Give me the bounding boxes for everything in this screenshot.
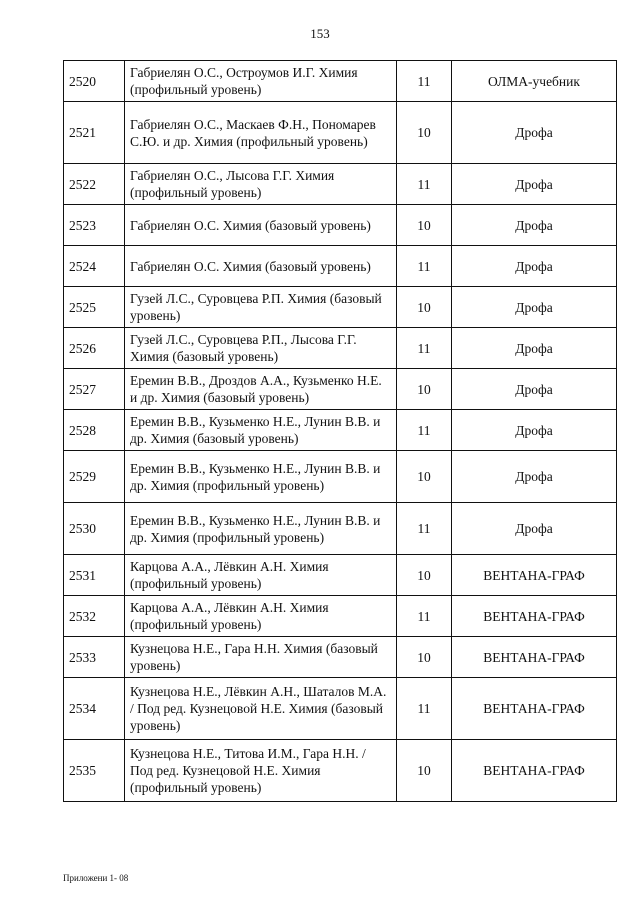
textbook-table bbox=[63, 60, 617, 802]
row-publisher-cell: ОЛМА-учебник bbox=[452, 61, 617, 102]
row-publisher-cell: Дрофа bbox=[452, 410, 617, 451]
row-number-cell: 2531 bbox=[64, 555, 125, 596]
row-grade-cell: 10 bbox=[397, 205, 452, 246]
table-row bbox=[64, 328, 617, 369]
row-number-cell: 2530 bbox=[64, 503, 125, 555]
row-title-cell: Еремин В.В., Дроздов А.А., Кузьменко Н.Е. и др. Химия (базовый уровень) bbox=[125, 369, 397, 410]
row-publisher-cell: Дрофа bbox=[452, 503, 617, 555]
row-grade-cell: 10 bbox=[397, 451, 452, 503]
row-title-cell: Кузнецова Н.Е., Титова И.М., Гара Н.Н. / Под ред. Кузнецовой Н.Е. Химия (профильный уровень) bbox=[125, 740, 397, 802]
table-row bbox=[64, 246, 617, 287]
row-title-cell: Габриелян О.С. Химия (базовый уровень) bbox=[125, 246, 397, 287]
row-grade-cell: 11 bbox=[397, 678, 452, 740]
table-row bbox=[64, 637, 617, 678]
row-number-cell: 2522 bbox=[64, 164, 125, 205]
table-row bbox=[64, 740, 617, 802]
row-grade-cell: 10 bbox=[397, 369, 452, 410]
row-title-cell: Карцова А.А., Лёвкин А.Н. Химия (профильный уровень) bbox=[125, 555, 397, 596]
row-grade-cell: 11 bbox=[397, 61, 452, 102]
row-grade-cell: 11 bbox=[397, 328, 452, 369]
row-grade-cell: 10 bbox=[397, 740, 452, 802]
row-publisher-cell: ВЕНТАНА-ГРАФ bbox=[452, 678, 617, 740]
row-publisher-cell: ВЕНТАНА-ГРАФ bbox=[452, 637, 617, 678]
row-number-cell: 2534 bbox=[64, 678, 125, 740]
row-number-cell: 2521 bbox=[64, 102, 125, 164]
table-row bbox=[64, 164, 617, 205]
row-number-cell: 2532 bbox=[64, 596, 125, 637]
row-title-cell: Еремин В.В., Кузьменко Н.Е., Лунин В.В. и др. Химия (профильный уровень) bbox=[125, 451, 397, 503]
table-row bbox=[64, 369, 617, 410]
row-publisher-cell: Дрофа bbox=[452, 287, 617, 328]
row-number-cell: 2523 bbox=[64, 205, 125, 246]
table-row bbox=[64, 678, 617, 740]
row-title-cell: Кузнецова Н.Е., Гара Н.Н. Химия (базовый уровень) bbox=[125, 637, 397, 678]
table-row bbox=[64, 503, 617, 555]
table-row bbox=[64, 451, 617, 503]
table-row bbox=[64, 410, 617, 451]
row-number-cell: 2525 bbox=[64, 287, 125, 328]
row-grade-cell: 10 bbox=[397, 102, 452, 164]
row-publisher-cell: Дрофа bbox=[452, 328, 617, 369]
row-title-cell: Габриелян О.С., Остроумов И.Г. Химия (профильный уровень) bbox=[125, 61, 397, 102]
row-title-cell: Гузей Л.С., Суровцева Р.П., Лысова Г.Г. Химия (базовый уровень) bbox=[125, 328, 397, 369]
row-grade-cell: 11 bbox=[397, 596, 452, 637]
row-grade-cell: 11 bbox=[397, 410, 452, 451]
table-row bbox=[64, 287, 617, 328]
row-number-cell: 2526 bbox=[64, 328, 125, 369]
row-number-cell: 2528 bbox=[64, 410, 125, 451]
row-grade-cell: 10 bbox=[397, 637, 452, 678]
row-number-cell: 2527 bbox=[64, 369, 125, 410]
row-number-cell: 2529 bbox=[64, 451, 125, 503]
table-row bbox=[64, 596, 617, 637]
row-grade-cell: 11 bbox=[397, 164, 452, 205]
row-publisher-cell: ВЕНТАНА-ГРАФ bbox=[452, 740, 617, 802]
row-title-cell: Карцова А.А., Лёвкин А.Н. Химия (профильный уровень) bbox=[125, 596, 397, 637]
table-body bbox=[64, 61, 617, 802]
row-number-cell: 2520 bbox=[64, 61, 125, 102]
row-title-cell: Габриелян О.С., Лысова Г.Г. Химия (профильный уровень) bbox=[125, 164, 397, 205]
row-grade-cell: 10 bbox=[397, 555, 452, 596]
footer-note: Приложени 1- 08 bbox=[63, 873, 129, 883]
row-grade-cell: 11 bbox=[397, 503, 452, 555]
row-publisher-cell: ВЕНТАНА-ГРАФ bbox=[452, 596, 617, 637]
row-number-cell: 2524 bbox=[64, 246, 125, 287]
row-title-cell: Габриелян О.С. Химия (базовый уровень) bbox=[125, 205, 397, 246]
row-publisher-cell: Дрофа bbox=[452, 246, 617, 287]
table-row bbox=[64, 61, 617, 102]
row-grade-cell: 11 bbox=[397, 246, 452, 287]
table-row bbox=[64, 102, 617, 164]
row-title-cell: Гузей Л.С., Суровцева Р.П. Химия (базовый уровень) bbox=[125, 287, 397, 328]
row-title-cell: Еремин В.В., Кузьменко Н.Е., Лунин В.В. и др. Химия (базовый уровень) bbox=[125, 410, 397, 451]
row-title-cell: Габриелян О.С., Маскаев Ф.Н., Пономарев С.Ю. и др. Химия (профильный уровень) bbox=[125, 102, 397, 164]
row-publisher-cell: ВЕНТАНА-ГРАФ bbox=[452, 555, 617, 596]
page-number: 153 bbox=[310, 26, 330, 41]
row-publisher-cell: Дрофа bbox=[452, 205, 617, 246]
row-publisher-cell: Дрофа bbox=[452, 102, 617, 164]
row-number-cell: 2535 bbox=[64, 740, 125, 802]
table-row bbox=[64, 205, 617, 246]
table-row bbox=[64, 555, 617, 596]
row-title-cell: Еремин В.В., Кузьменко Н.Е., Лунин В.В. и др. Химия (профильный уровень) bbox=[125, 503, 397, 555]
row-publisher-cell: Дрофа bbox=[452, 164, 617, 205]
row-publisher-cell: Дрофа bbox=[452, 451, 617, 503]
row-publisher-cell: Дрофа bbox=[452, 369, 617, 410]
row-number-cell: 2533 bbox=[64, 637, 125, 678]
row-grade-cell: 10 bbox=[397, 287, 452, 328]
row-title-cell: Кузнецова Н.Е., Лёвкин А.Н., Шаталов М.А. / Под ред. Кузнецовой Н.Е. Химия (базовый уровень) bbox=[125, 678, 397, 740]
